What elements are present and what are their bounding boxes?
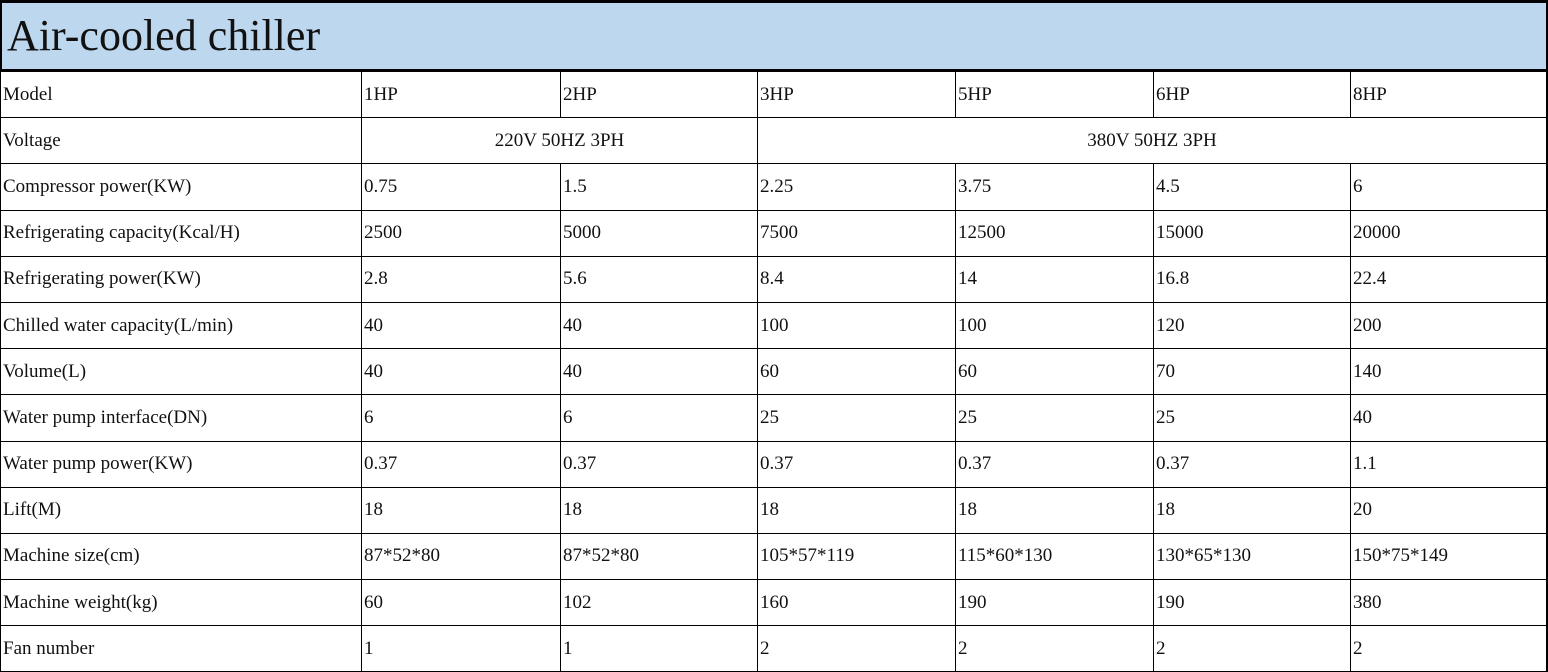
sheet-title: Air-cooled chiller — [0, 0, 1546, 71]
value-cell: 1 — [561, 626, 758, 672]
value-cell: 16.8 — [1154, 256, 1351, 302]
value-cell: 40 — [561, 349, 758, 395]
value-cell: 105*57*119 — [758, 533, 956, 579]
value-cell: 18 — [758, 487, 956, 533]
model-cell: 3HP — [758, 72, 956, 118]
model-cell: 1HP — [362, 72, 561, 118]
value-cell: 8.4 — [758, 256, 956, 302]
value-cell: 6 — [1351, 164, 1547, 210]
value-cell: 40 — [362, 349, 561, 395]
table-row-voltage — [1, 118, 1547, 164]
value-cell: 1 — [362, 626, 561, 672]
value-cell: 20 — [1351, 487, 1547, 533]
value-cell: 7500 — [758, 210, 956, 256]
value-cell: 6 — [561, 395, 758, 441]
value-cell: 22.4 — [1351, 256, 1547, 302]
value-cell: 190 — [1154, 580, 1351, 626]
row-label: Voltage — [1, 118, 362, 164]
table-row-model — [1, 72, 1547, 118]
row-label: Water pump power(KW) — [1, 441, 362, 487]
value-cell: 160 — [758, 580, 956, 626]
value-cell: 40 — [1351, 395, 1547, 441]
row-label: Chilled water capacity(L/min) — [1, 302, 362, 348]
value-cell: 190 — [956, 580, 1154, 626]
value-cell: 25 — [758, 395, 956, 441]
value-cell: 1.1 — [1351, 441, 1547, 487]
value-cell: 5000 — [561, 210, 758, 256]
spec-table — [0, 71, 1547, 672]
value-cell: 15000 — [1154, 210, 1351, 256]
value-cell: 18 — [561, 487, 758, 533]
table-row — [1, 256, 1547, 302]
voltage-cell-220v: 220V 50HZ 3PH — [362, 118, 758, 164]
value-cell: 18 — [956, 487, 1154, 533]
value-cell: 380 — [1351, 580, 1547, 626]
row-label: Refrigerating power(KW) — [1, 256, 362, 302]
value-cell: 14 — [956, 256, 1154, 302]
value-cell: 0.37 — [561, 441, 758, 487]
table-row — [1, 210, 1547, 256]
value-cell: 2.8 — [362, 256, 561, 302]
row-label: Refrigerating capacity(Kcal/H) — [1, 210, 362, 256]
value-cell: 2 — [956, 626, 1154, 672]
value-cell: 20000 — [1351, 210, 1547, 256]
value-cell: 100 — [956, 302, 1154, 348]
row-label: Volume(L) — [1, 349, 362, 395]
value-cell: 5.6 — [561, 256, 758, 302]
value-cell: 87*52*80 — [362, 533, 561, 579]
table-row — [1, 441, 1547, 487]
row-label: Machine weight(kg) — [1, 580, 362, 626]
model-cell: 8HP — [1351, 72, 1547, 118]
value-cell: 2 — [758, 626, 956, 672]
value-cell: 2500 — [362, 210, 561, 256]
value-cell: 0.37 — [362, 441, 561, 487]
value-cell: 140 — [1351, 349, 1547, 395]
value-cell: 18 — [1154, 487, 1351, 533]
table-row — [1, 626, 1547, 672]
value-cell: 200 — [1351, 302, 1547, 348]
row-label: Model — [1, 72, 362, 118]
value-cell: 130*65*130 — [1154, 533, 1351, 579]
value-cell: 1.5 — [561, 164, 758, 210]
value-cell: 102 — [561, 580, 758, 626]
value-cell: 25 — [1154, 395, 1351, 441]
row-label: Compressor power(KW) — [1, 164, 362, 210]
row-label: Water pump interface(DN) — [1, 395, 362, 441]
value-cell: 6 — [362, 395, 561, 441]
value-cell: 70 — [1154, 349, 1351, 395]
row-label: Lift(M) — [1, 487, 362, 533]
table-row — [1, 487, 1547, 533]
value-cell: 2.25 — [758, 164, 956, 210]
value-cell: 120 — [1154, 302, 1351, 348]
value-cell: 25 — [956, 395, 1154, 441]
value-cell: 18 — [362, 487, 561, 533]
value-cell: 40 — [362, 302, 561, 348]
value-cell: 60 — [758, 349, 956, 395]
value-cell: 0.37 — [758, 441, 956, 487]
model-cell: 6HP — [1154, 72, 1351, 118]
value-cell: 40 — [561, 302, 758, 348]
table-row — [1, 164, 1547, 210]
value-cell: 0.75 — [362, 164, 561, 210]
value-cell: 87*52*80 — [561, 533, 758, 579]
table-row — [1, 302, 1547, 348]
table-row — [1, 395, 1547, 441]
value-cell: 60 — [362, 580, 561, 626]
value-cell: 4.5 — [1154, 164, 1351, 210]
row-label: Fan number — [1, 626, 362, 672]
value-cell: 60 — [956, 349, 1154, 395]
model-cell: 5HP — [956, 72, 1154, 118]
value-cell: 150*75*149 — [1351, 533, 1547, 579]
voltage-cell-380v: 380V 50HZ 3PH — [758, 118, 1547, 164]
table-row — [1, 533, 1547, 579]
value-cell: 115*60*130 — [956, 533, 1154, 579]
value-cell: 100 — [758, 302, 956, 348]
value-cell: 2 — [1154, 626, 1351, 672]
value-cell: 2 — [1351, 626, 1547, 672]
value-cell: 0.37 — [956, 441, 1154, 487]
spec-rows — [1, 164, 1547, 672]
row-label: Machine size(cm) — [1, 533, 362, 579]
table-row — [1, 580, 1547, 626]
value-cell: 3.75 — [956, 164, 1154, 210]
table-row — [1, 349, 1547, 395]
value-cell: 12500 — [956, 210, 1154, 256]
value-cell: 0.37 — [1154, 441, 1351, 487]
model-cell: 2HP — [561, 72, 758, 118]
